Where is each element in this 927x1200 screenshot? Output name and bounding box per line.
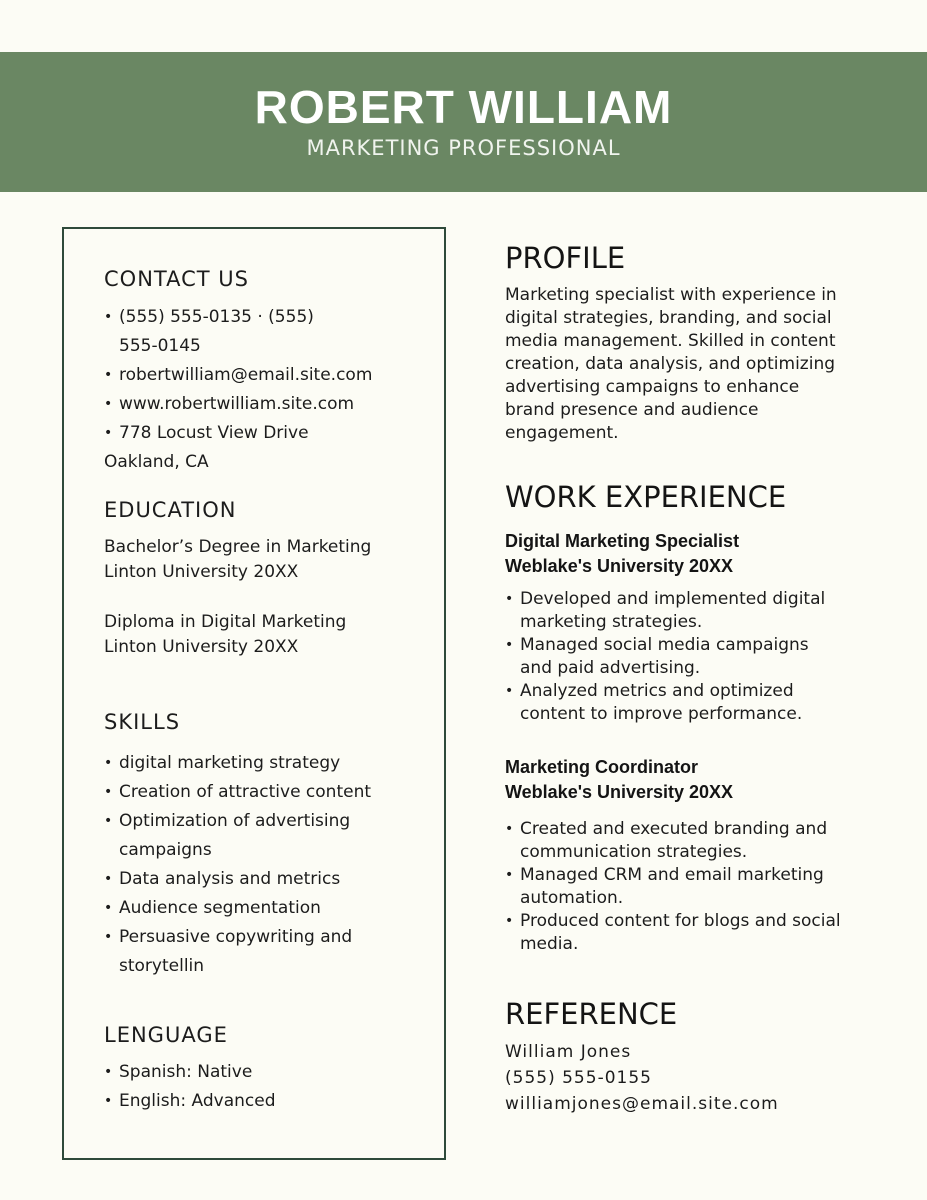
contact-email[interactable]: • robertwilliam@email.site.com — [104, 361, 344, 390]
job-bullet: • Analyzed metrics and optimized content to improve performance. — [505, 680, 845, 726]
skill-item: • digital marketing strategy — [104, 749, 394, 778]
reference-email[interactable]: williamjones@email.site.com — [505, 1094, 779, 1114]
reference-name: William Jones — [505, 1042, 632, 1062]
skills-list — [104, 749, 394, 981]
skill-item: • Data analysis and metrics — [104, 865, 394, 894]
reference-phone: (555) 555-0155 — [505, 1068, 652, 1088]
contact-heading: CONTACT US — [104, 267, 249, 291]
contact-address: • 778 Locust View Drive — [104, 419, 344, 448]
job-bullet: • Produced content for blogs and social media. — [505, 910, 845, 956]
skill-item: • Creation of attractive content — [104, 778, 394, 807]
profile-text: Marketing specialist with experience in digital strategies, branding, and social media management. Skilled in content creation, data analysis, and optimizing advertising campaigns to enhance brand presence and audience engagement. — [505, 285, 837, 443]
language-heading: LENGUAGE — [104, 1023, 228, 1047]
job-company-1: Weblake's University 20XX — [505, 556, 734, 576]
skill-item: • Audience segmentation — [104, 894, 394, 923]
language-list — [104, 1058, 404, 1116]
candidate-name: ROBERT WILLIAM — [254, 81, 673, 133]
job-title-1: Digital Marketing Specialist — [505, 531, 740, 551]
job-bullet: • Developed and implemented digital marketing strategies. — [505, 588, 845, 634]
job-company-2: Weblake's University 20XX — [505, 782, 734, 802]
contact-city: Oakland, CA — [104, 452, 209, 472]
profile-heading: PROFILE — [505, 241, 626, 275]
job-bullets-1 — [505, 588, 845, 726]
contact-list — [104, 303, 373, 448]
reference-heading: REFERENCE — [505, 997, 678, 1031]
education-degree-2: Diploma in Digital Marketing — [104, 612, 347, 632]
contact-website[interactable]: • www.robertwilliam.site.com — [104, 390, 344, 419]
contact-phone: • (555) 555-0135 · (555) 555-0145 — [104, 303, 344, 361]
work-heading: WORK EXPERIENCE — [505, 480, 787, 514]
header-banner — [0, 52, 927, 192]
language-item: • Spanish: Native — [104, 1058, 404, 1087]
job-bullet: • Managed social media campaigns and paid advertising. — [505, 634, 845, 680]
education-school-1: Linton University 20XX — [104, 562, 299, 582]
job-bullet: • Managed CRM and email marketing automation. — [505, 864, 845, 910]
education-heading: EDUCATION — [104, 498, 237, 522]
job-bullet: • Created and executed branding and communication strategies. — [505, 818, 845, 864]
skills-heading: SKILLS — [104, 710, 181, 734]
job-title-2: Marketing Coordinator — [505, 757, 699, 777]
skill-item: • Persuasive copywriting and storytellin — [104, 923, 394, 981]
education-degree-1: Bachelor’s Degree in Marketing — [104, 537, 372, 557]
language-item: • English: Advanced — [104, 1087, 404, 1116]
candidate-title: MARKETING PROFESSIONAL — [306, 136, 621, 160]
education-school-2: Linton University 20XX — [104, 637, 299, 657]
skill-item: • Optimization of advertising campaigns — [104, 807, 394, 865]
job-bullets-2 — [505, 818, 845, 956]
